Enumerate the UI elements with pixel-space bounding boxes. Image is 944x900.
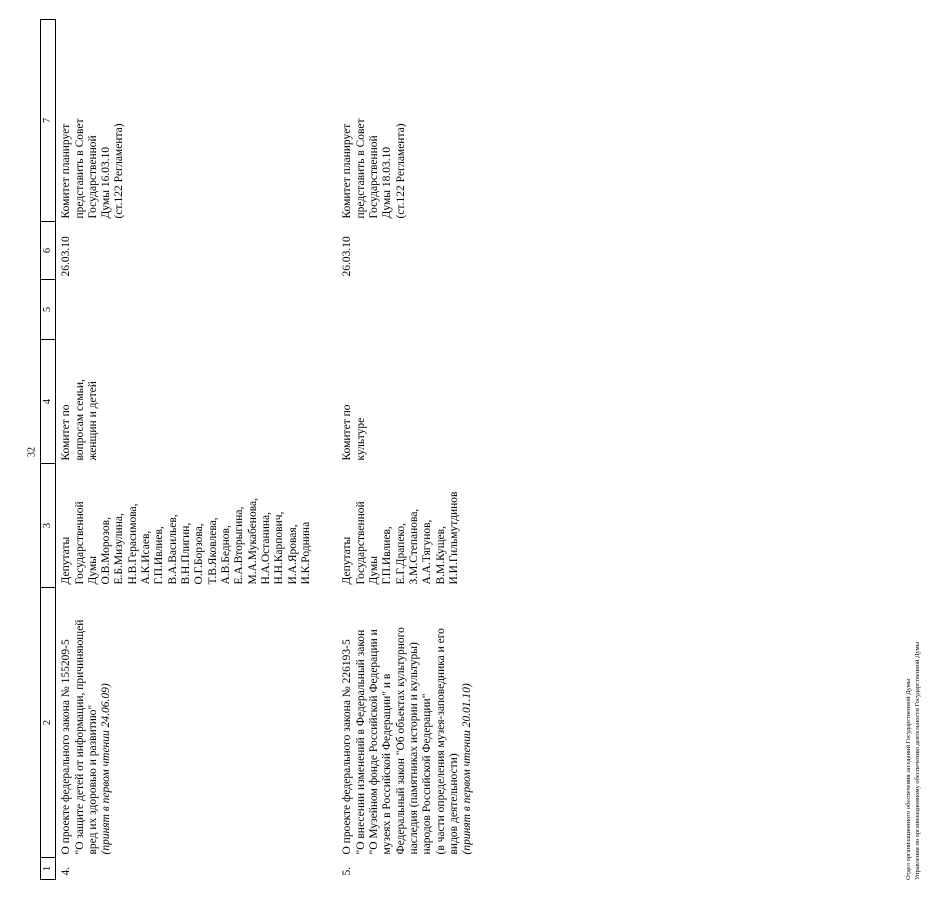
committee-line: Комитет по <box>60 404 73 461</box>
bill-title-line: "О внесении изменений в Федеральный закон <box>354 629 367 855</box>
author-line: Н.В.Герасимова, <box>126 503 139 585</box>
date-cell: 26.03.10 <box>341 236 354 277</box>
author-line: Думы <box>86 556 99 585</box>
landscape-page <box>40 20 921 880</box>
author-line: Н.А.Останина, <box>260 512 273 585</box>
author-line: В.Н.Плигин, <box>180 522 193 585</box>
remark-line: представить в Совет <box>354 118 367 219</box>
footer-line: Управления по организационному обеспечению деятельности Государственной Думы <box>914 641 921 880</box>
committee <box>315 340 476 464</box>
agenda-table <box>40 19 477 880</box>
remark-line: Думы 18.03.10 <box>381 146 394 219</box>
remark-line: представить в Совет <box>73 118 86 219</box>
bill-title-line: народов Российской Федерации" <box>421 693 434 855</box>
author-line: А.К.Исаев, <box>140 530 153 585</box>
author-line: И.И.Гильмутдинов <box>448 491 461 585</box>
author-line: Депутаты <box>60 536 73 585</box>
remark-line: (ст.122 Регламента) <box>113 123 126 219</box>
col-header-2: 2 <box>41 588 56 858</box>
footer-line: Отдел организационного обеспечения заседаний Государственной Думы <box>905 678 912 880</box>
remark-line: Государственной <box>368 135 381 219</box>
remark-cell <box>56 20 316 222</box>
col-header-6: 6 <box>41 222 56 280</box>
author-line: И.А.Яровая, <box>286 524 299 585</box>
author-line: В.А.Васильев, <box>166 514 179 585</box>
author-line: Государственной <box>73 501 86 585</box>
committee-line: вопросам семьи, <box>73 379 86 461</box>
col-header-4: 4 <box>41 340 56 464</box>
author-line: Государственной <box>354 501 367 585</box>
remark-line: (ст.122 Регламента) <box>394 123 407 219</box>
author-line: Г.П.Ивлиев, <box>153 526 166 585</box>
rotated-page <box>40 20 921 880</box>
committee <box>56 340 316 464</box>
remark-line: Думы 16.03.10 <box>100 146 113 219</box>
date-cell: 26.03.10 <box>60 236 73 277</box>
author-line: Е.А.Вторыгина, <box>233 506 246 585</box>
bill-title-line: О проекте федерального закона № 226193-5 <box>341 639 354 855</box>
author-line: Е.Г.Драпеко, <box>394 522 407 585</box>
author-line: Депутаты <box>341 536 354 585</box>
author-line: А.В.Беднов, <box>220 525 233 585</box>
bill-authors <box>315 464 476 588</box>
committee-line: культуре <box>354 417 367 461</box>
table-row <box>56 20 316 880</box>
col5-cell <box>315 280 476 340</box>
author-line: Г.П.Ивлиев, <box>381 526 394 585</box>
col-header-1: 1 <box>41 858 56 880</box>
bill-title-line: музеях в Российской Федерации" и в <box>381 673 394 855</box>
table-row <box>315 20 476 880</box>
author-line: Думы <box>368 556 381 585</box>
col-header-7: 7 <box>41 20 56 222</box>
author-line: А.А.Тягунов, <box>421 519 434 585</box>
bill-title-line: (в части определения музея-заповедника и его <box>434 628 447 855</box>
bill-title <box>56 588 316 858</box>
remark-line: Государственной <box>86 135 99 219</box>
remark-cell <box>315 20 476 222</box>
author-line: И.К.Роднина <box>300 521 313 585</box>
bill-authors <box>56 464 316 588</box>
author-line: Н.Н.Карпович, <box>273 511 286 585</box>
remark-line: Комитет планирует <box>341 123 354 219</box>
bill-title-line: "О защите детей от информации, причиняющей <box>73 619 86 855</box>
col-header-3: 3 <box>41 464 56 588</box>
bill-title-line: вред их здоровью и развитию" <box>86 704 99 855</box>
bill-title-line: наследия (памятниках истории и культуры) <box>408 642 421 855</box>
author-line: О.В.Морозов, <box>100 517 113 585</box>
bill-title-line: "О Музейном фонде Российской Федерации и <box>368 629 381 855</box>
bill-title-line: видов деятельности) <box>448 753 461 855</box>
reading-note: (принят в первом чтении 20.01.10) <box>461 683 474 855</box>
reading-note: (принят в первом чтении 24.06.09) <box>100 683 113 855</box>
page-footer <box>904 20 944 880</box>
author-line: Т.В.Яковлева, <box>206 517 219 585</box>
col5-cell <box>56 280 316 340</box>
author-line: В.М.Кущев, <box>434 526 447 585</box>
bill-title-line: О проекте федерального закона № 155209-5 <box>60 639 73 855</box>
author-line: М.А.Мукабенова, <box>246 498 259 585</box>
author-line: З.М.Степанова, <box>408 508 421 585</box>
page-number: 32 <box>26 447 38 457</box>
bill-title-line: Федеральный закон "Об объектах культурного <box>394 627 407 855</box>
bill-title <box>315 588 476 858</box>
row-number: 5. <box>341 866 354 876</box>
remark-line: Комитет планирует <box>60 123 73 219</box>
committee-line: женщин и детей <box>86 381 99 461</box>
col-header-5: 5 <box>41 280 56 340</box>
row-number: 4. <box>60 866 73 876</box>
column-number-header <box>41 20 56 880</box>
committee-line: Комитет по <box>341 404 354 461</box>
author-line: Е.Б.Мизулина, <box>113 513 126 585</box>
author-line: О.Г.Борзова, <box>193 523 206 585</box>
